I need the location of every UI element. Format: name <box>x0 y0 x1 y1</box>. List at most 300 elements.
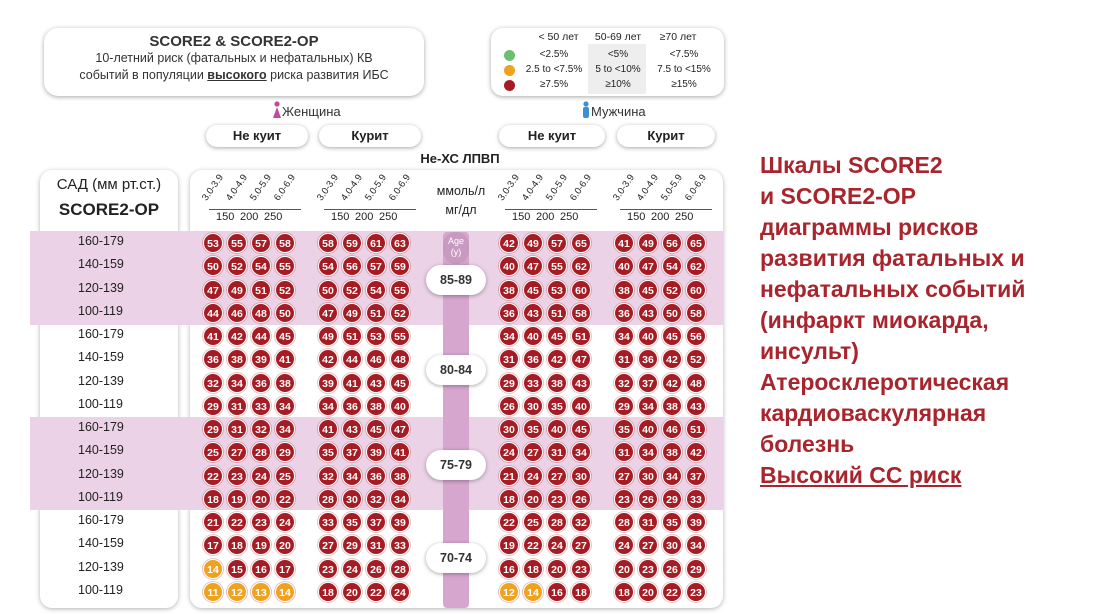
legend-value: ≥15% <box>671 79 697 90</box>
risk-cell: 52 <box>275 280 295 300</box>
chart-subtitle-line1: 10-летний риск (фатальных и нефатальных) КВ <box>95 51 373 65</box>
sbp-row-label: 140-159 <box>78 443 124 458</box>
risk-cell: 36 <box>203 349 223 369</box>
risk-cell: 34 <box>686 535 706 555</box>
chol-tick-label: 4.0-4.9 <box>634 172 661 203</box>
chol-mgdl-label: 200 <box>536 211 555 223</box>
risk-cell: 29 <box>686 559 706 579</box>
legend-header-50-69: 50-69 лет <box>594 31 642 43</box>
risk-cell: 40 <box>547 419 567 439</box>
risk-cell: 26 <box>662 559 682 579</box>
description-line: инсульт) <box>760 338 859 364</box>
risk-cell: 55 <box>390 326 410 346</box>
risk-cell: 18 <box>571 582 591 602</box>
risk-cell: 47 <box>523 256 543 276</box>
risk-cell: 27 <box>638 535 658 555</box>
risk-cell: 24 <box>390 582 410 602</box>
risk-cell: 33 <box>318 512 338 532</box>
risk-cell: 46 <box>662 419 682 439</box>
risk-cell: 61 <box>366 233 386 253</box>
chol-mgdl-label: 200 <box>240 211 259 223</box>
risk-cell: 50 <box>318 280 338 300</box>
sbp-row-label: 120-139 <box>78 280 124 295</box>
risk-cell: 36 <box>638 349 658 369</box>
chol-tick-label: 3.0-3.9 <box>495 172 522 203</box>
risk-cell: 32 <box>251 419 271 439</box>
risk-cell: 31 <box>499 349 519 369</box>
risk-cell: 32 <box>318 466 338 486</box>
risk-cell: 30 <box>638 466 658 486</box>
risk-cell: 32 <box>203 373 223 393</box>
description-text <box>760 150 1090 491</box>
risk-cell: 14 <box>203 559 223 579</box>
risk-cell: 45 <box>275 326 295 346</box>
chol-tick-label: 6.0-6.9 <box>682 172 709 203</box>
description-line: развития фатальных и <box>760 245 1025 271</box>
risk-cell: 24 <box>342 559 362 579</box>
risk-cell: 13 <box>251 582 271 602</box>
risk-cell: 23 <box>614 489 634 509</box>
male-icon <box>581 101 591 119</box>
risk-cell: 47 <box>318 303 338 323</box>
risk-cell: 36 <box>614 303 634 323</box>
sbp-row-label: 120-139 <box>78 466 124 481</box>
score2-op-label: SCORE2-OP <box>58 200 160 219</box>
risk-cell: 30 <box>523 396 543 416</box>
risk-cell: 15 <box>227 559 247 579</box>
risk-cell: 38 <box>662 442 682 462</box>
risk-cell: 23 <box>227 466 247 486</box>
risk-cell: 24 <box>251 466 271 486</box>
legend-value: <7.5% <box>669 49 699 60</box>
risk-cell: 38 <box>275 373 295 393</box>
risk-cell: 51 <box>251 280 271 300</box>
risk-cell: 22 <box>523 535 543 555</box>
risk-cell: 45 <box>638 280 658 300</box>
chol-tick-label: 6.0-6.9 <box>567 172 594 203</box>
risk-cell: 41 <box>342 373 362 393</box>
risk-cell: 32 <box>366 489 386 509</box>
risk-cell: 43 <box>366 373 386 393</box>
risk-cell: 32 <box>614 373 634 393</box>
risk-cell: 49 <box>523 233 543 253</box>
risk-cell: 38 <box>662 396 682 416</box>
risk-cell: 36 <box>523 349 543 369</box>
risk-cell: 35 <box>662 512 682 532</box>
group-female-nonsmoker: Не куит <box>206 125 308 147</box>
sbp-row-label: 120-139 <box>78 559 124 574</box>
risk-cell: 21 <box>203 512 223 532</box>
risk-cell: 60 <box>571 280 591 300</box>
risk-cell: 44 <box>251 326 271 346</box>
risk-cell: 45 <box>523 280 543 300</box>
risk-cell: 54 <box>251 256 271 276</box>
risk-cell: 33 <box>390 535 410 555</box>
tick-baseline <box>505 209 597 210</box>
chol-tick-label: 5.0-5.9 <box>543 172 570 203</box>
risk-cell: 24 <box>499 442 519 462</box>
risk-cell: 24 <box>614 535 634 555</box>
risk-cell: 31 <box>366 535 386 555</box>
risk-cell: 31 <box>227 419 247 439</box>
risk-cell: 18 <box>523 559 543 579</box>
risk-cell: 49 <box>342 303 362 323</box>
risk-cell: 26 <box>571 489 591 509</box>
risk-cell: 44 <box>342 349 362 369</box>
risk-cell: 39 <box>366 442 386 462</box>
title-box <box>44 28 424 96</box>
risk-cell: 37 <box>366 512 386 532</box>
sbp-row-label: 160-179 <box>78 327 124 341</box>
risk-cell: 56 <box>662 233 682 253</box>
chol-tick-label: 6.0-6.9 <box>271 172 298 203</box>
risk-cell: 12 <box>499 582 519 602</box>
risk-cell: 22 <box>662 582 682 602</box>
age-80-84: 80-84 <box>426 355 486 385</box>
risk-cell: 45 <box>390 373 410 393</box>
risk-cell: 22 <box>203 466 223 486</box>
risk-cell: 53 <box>203 233 223 253</box>
risk-cell: 62 <box>686 256 706 276</box>
risk-cell: 28 <box>614 512 634 532</box>
chol-mgdl-label: 250 <box>560 211 579 223</box>
risk-cell: 57 <box>366 256 386 276</box>
risk-cell: 37 <box>686 466 706 486</box>
risk-cell: 54 <box>318 256 338 276</box>
description-line: диаграммы рисков <box>760 214 979 240</box>
risk-cell: 40 <box>390 396 410 416</box>
risk-cell: 36 <box>499 303 519 323</box>
risk-cell: 49 <box>638 233 658 253</box>
high-cv-risk-label: Высокий СС риск <box>760 462 962 488</box>
sbp-row-label: 140-159 <box>78 350 124 365</box>
risk-cell: 45 <box>662 326 682 346</box>
risk-cell: 27 <box>571 535 591 555</box>
risk-cell: 29 <box>203 396 223 416</box>
risk-cell: 33 <box>686 489 706 509</box>
risk-cell: 38 <box>499 280 519 300</box>
risk-cell: 47 <box>571 349 591 369</box>
risk-cell: 47 <box>390 419 410 439</box>
risk-cell: 18 <box>203 489 223 509</box>
risk-cell: 32 <box>571 512 591 532</box>
risk-cell: 28 <box>318 489 338 509</box>
sbp-row-label: 100-119 <box>78 303 123 318</box>
risk-cell: 34 <box>275 419 295 439</box>
risk-cell: 30 <box>662 535 682 555</box>
sbp-row-label: 120-139 <box>78 373 124 388</box>
risk-cell: 22 <box>227 512 247 532</box>
risk-cell: 43 <box>638 303 658 323</box>
risk-cell: 14 <box>523 582 543 602</box>
risk-cell: 20 <box>614 559 634 579</box>
legend-dot-mid <box>504 65 515 76</box>
risk-cell: 29 <box>662 489 682 509</box>
group-female-smoker: Курит <box>319 125 421 147</box>
risk-cell: 33 <box>523 373 543 393</box>
risk-cell: 65 <box>571 233 591 253</box>
risk-cell: 50 <box>662 303 682 323</box>
risk-cell: 14 <box>275 582 295 602</box>
risk-cell: 28 <box>547 512 567 532</box>
risk-cell: 24 <box>275 512 295 532</box>
risk-cell: 22 <box>499 512 519 532</box>
age-75-79: 75-79 <box>426 450 486 480</box>
sbp-axis-label: САД (мм рт.ст.) <box>56 176 162 193</box>
sbp-row-label: 160-179 <box>78 513 124 527</box>
risk-cell: 33 <box>251 396 271 416</box>
risk-cell: 42 <box>662 349 682 369</box>
units-label: ммоль/л мг/дл <box>436 184 486 217</box>
risk-cell: 52 <box>390 303 410 323</box>
risk-cell: 52 <box>342 280 362 300</box>
risk-cell: 39 <box>251 349 271 369</box>
risk-cell: 34 <box>342 466 362 486</box>
risk-cell: 34 <box>390 489 410 509</box>
risk-cell: 31 <box>547 442 567 462</box>
chol-tick-label: 6.0-6.9 <box>386 172 413 203</box>
risk-cell: 47 <box>638 256 658 276</box>
risk-cell: 30 <box>499 419 519 439</box>
risk-cell: 55 <box>275 256 295 276</box>
risk-cell: 34 <box>318 396 338 416</box>
risk-cell: 38 <box>227 349 247 369</box>
chol-tick-label: 3.0-3.9 <box>314 172 341 203</box>
male-label: Мужчина <box>581 101 646 119</box>
description-line: Шкалы SCORE2 <box>760 152 943 178</box>
risk-cell: 52 <box>662 280 682 300</box>
risk-cell: 34 <box>571 442 591 462</box>
risk-cell: 24 <box>547 535 567 555</box>
risk-cell: 25 <box>275 466 295 486</box>
chol-tick-label: 3.0-3.9 <box>199 172 226 203</box>
risk-cell: 40 <box>571 396 591 416</box>
risk-cell: 24 <box>523 466 543 486</box>
risk-cell: 65 <box>686 233 706 253</box>
risk-cell: 31 <box>638 512 658 532</box>
chart-subtitle-line2: событий в популяции высокого риска развития ИБС <box>79 68 389 82</box>
risk-cell: 25 <box>523 512 543 532</box>
age-70-74: 70-74 <box>426 543 486 573</box>
risk-cell: 58 <box>571 303 591 323</box>
risk-cell: 35 <box>318 442 338 462</box>
legend-value: <5% <box>607 49 629 60</box>
chol-tick-label: 4.0-4.9 <box>223 172 250 203</box>
risk-cell: 37 <box>638 373 658 393</box>
risk-cell: 22 <box>366 582 386 602</box>
risk-cell: 41 <box>614 233 634 253</box>
legend-value: <2.5% <box>539 49 569 60</box>
risk-cell: 26 <box>366 559 386 579</box>
risk-cell: 44 <box>203 303 223 323</box>
age-header: Age (y) <box>443 232 469 264</box>
risk-cell: 20 <box>638 582 658 602</box>
risk-cell: 51 <box>571 326 591 346</box>
sbp-row-label: 160-179 <box>78 420 124 434</box>
non-hdl-label: Не-ХС ЛПВП <box>420 151 500 166</box>
risk-cell: 55 <box>390 280 410 300</box>
tick-baseline <box>620 209 712 210</box>
tick-baseline <box>324 209 416 210</box>
risk-cell: 45 <box>366 419 386 439</box>
risk-cell: 62 <box>571 256 591 276</box>
risk-cell: 42 <box>686 442 706 462</box>
risk-cell: 30 <box>571 466 591 486</box>
risk-cell: 23 <box>686 582 706 602</box>
chol-tick-label: 5.0-5.9 <box>362 172 389 203</box>
sbp-row-label: 160-179 <box>78 234 124 248</box>
risk-cell: 42 <box>499 233 519 253</box>
risk-cell: 23 <box>571 559 591 579</box>
risk-cell: 42 <box>227 326 247 346</box>
legend-value: 7.5 to <15% <box>657 64 711 75</box>
risk-cell: 16 <box>499 559 519 579</box>
risk-cell: 21 <box>499 466 519 486</box>
risk-cell: 28 <box>251 442 271 462</box>
risk-cell: 41 <box>275 349 295 369</box>
risk-cell: 34 <box>499 326 519 346</box>
risk-cell: 30 <box>342 489 362 509</box>
risk-cell: 18 <box>614 582 634 602</box>
risk-cell: 37 <box>342 442 362 462</box>
risk-cell: 40 <box>523 326 543 346</box>
risk-cell: 49 <box>318 326 338 346</box>
risk-cell: 27 <box>614 466 634 486</box>
risk-cell: 18 <box>227 535 247 555</box>
description-line: кардиоваскулярная <box>760 400 987 426</box>
risk-cell: 46 <box>366 349 386 369</box>
chart-title: SCORE2 & SCORE2-OP <box>149 33 319 50</box>
risk-cell: 36 <box>251 373 271 393</box>
risk-cell: 52 <box>227 256 247 276</box>
risk-cell: 18 <box>318 582 338 602</box>
sbp-row-label: 140-159 <box>78 257 124 272</box>
risk-cell: 26 <box>638 489 658 509</box>
risk-cell: 53 <box>366 326 386 346</box>
chol-tick-label: 4.0-4.9 <box>338 172 365 203</box>
chol-tick-label: 5.0-5.9 <box>247 172 274 203</box>
risk-cell: 43 <box>523 303 543 323</box>
risk-cell: 43 <box>571 373 591 393</box>
risk-cell: 56 <box>342 256 362 276</box>
risk-cell: 36 <box>366 466 386 486</box>
risk-cell: 11 <box>203 582 223 602</box>
age-85-89: 85-89 <box>426 265 486 295</box>
chol-mgdl-label: 200 <box>355 211 374 223</box>
risk-cell: 57 <box>251 233 271 253</box>
female-label: Женщина <box>272 101 341 119</box>
risk-cell: 38 <box>547 373 567 393</box>
description-line: нефатальных событий <box>760 276 1026 302</box>
legend-header-over-70: ≥70 лет <box>659 31 697 43</box>
risk-cell: 51 <box>686 419 706 439</box>
risk-cell: 41 <box>318 419 338 439</box>
risk-cell: 23 <box>251 512 271 532</box>
risk-cell: 57 <box>547 233 567 253</box>
tick-baseline <box>209 209 301 210</box>
risk-cell: 20 <box>342 582 362 602</box>
risk-cell: 17 <box>275 559 295 579</box>
chol-tick-label: 3.0-3.9 <box>610 172 637 203</box>
risk-cell: 19 <box>499 535 519 555</box>
risk-cell: 29 <box>275 442 295 462</box>
risk-cell: 43 <box>342 419 362 439</box>
risk-cell: 20 <box>275 535 295 555</box>
group-male-smoker: Курит <box>617 125 715 147</box>
risk-cell: 27 <box>523 442 543 462</box>
risk-cell: 40 <box>638 419 658 439</box>
risk-cell: 27 <box>227 442 247 462</box>
risk-cell: 35 <box>547 396 567 416</box>
legend-value: 2.5 to <7.5% <box>525 64 583 75</box>
risk-cell: 39 <box>390 512 410 532</box>
risk-cell: 34 <box>638 442 658 462</box>
risk-cell: 27 <box>318 535 338 555</box>
chol-mgdl-label: 250 <box>264 211 283 223</box>
risk-cell: 23 <box>547 489 567 509</box>
chol-mgdl-label: 150 <box>627 211 646 223</box>
risk-cell: 29 <box>499 373 519 393</box>
risk-cell: 16 <box>251 559 271 579</box>
legend-value: 5 to <10% <box>595 64 641 75</box>
risk-cell: 38 <box>390 466 410 486</box>
chol-mgdl-label: 200 <box>651 211 670 223</box>
legend-dot-high <box>504 80 515 91</box>
legend-value: ≥7.5% <box>539 79 569 90</box>
female-icon <box>272 101 282 119</box>
risk-cell: 35 <box>523 419 543 439</box>
risk-cell: 20 <box>523 489 543 509</box>
risk-cell: 35 <box>614 419 634 439</box>
high-risk-highlight: высокого <box>207 68 267 82</box>
risk-cell: 48 <box>686 373 706 393</box>
risk-cell: 29 <box>614 396 634 416</box>
risk-cell: 41 <box>390 442 410 462</box>
risk-cell: 16 <box>547 582 567 602</box>
risk-cell: 58 <box>686 303 706 323</box>
risk-cell: 28 <box>390 559 410 579</box>
risk-cell: 39 <box>686 512 706 532</box>
risk-cell: 49 <box>227 280 247 300</box>
risk-cell: 58 <box>275 233 295 253</box>
chol-tick-label: 4.0-4.9 <box>519 172 546 203</box>
chol-tick-label: 5.0-5.9 <box>658 172 685 203</box>
risk-cell: 12 <box>227 582 247 602</box>
risk-cell: 39 <box>318 373 338 393</box>
risk-cell: 48 <box>390 349 410 369</box>
risk-cell: 54 <box>366 280 386 300</box>
chol-mgdl-label: 250 <box>379 211 398 223</box>
risk-cell: 51 <box>366 303 386 323</box>
group-male-nonsmoker: Не куит <box>499 125 605 147</box>
risk-cell: 40 <box>614 256 634 276</box>
chol-mgdl-label: 150 <box>331 211 350 223</box>
risk-cell: 19 <box>227 489 247 509</box>
risk-cell: 43 <box>686 396 706 416</box>
risk-cell: 34 <box>614 326 634 346</box>
risk-cell: 20 <box>547 559 567 579</box>
risk-cell: 52 <box>686 349 706 369</box>
risk-cell: 51 <box>547 303 567 323</box>
risk-cell: 38 <box>614 280 634 300</box>
risk-cell: 40 <box>638 326 658 346</box>
risk-cell: 54 <box>662 256 682 276</box>
risk-cell: 31 <box>614 349 634 369</box>
chol-mgdl-label: 250 <box>675 211 694 223</box>
legend-header-under-50: < 50 лет <box>538 31 579 43</box>
risk-cell: 22 <box>275 489 295 509</box>
risk-cell: 25 <box>203 442 223 462</box>
